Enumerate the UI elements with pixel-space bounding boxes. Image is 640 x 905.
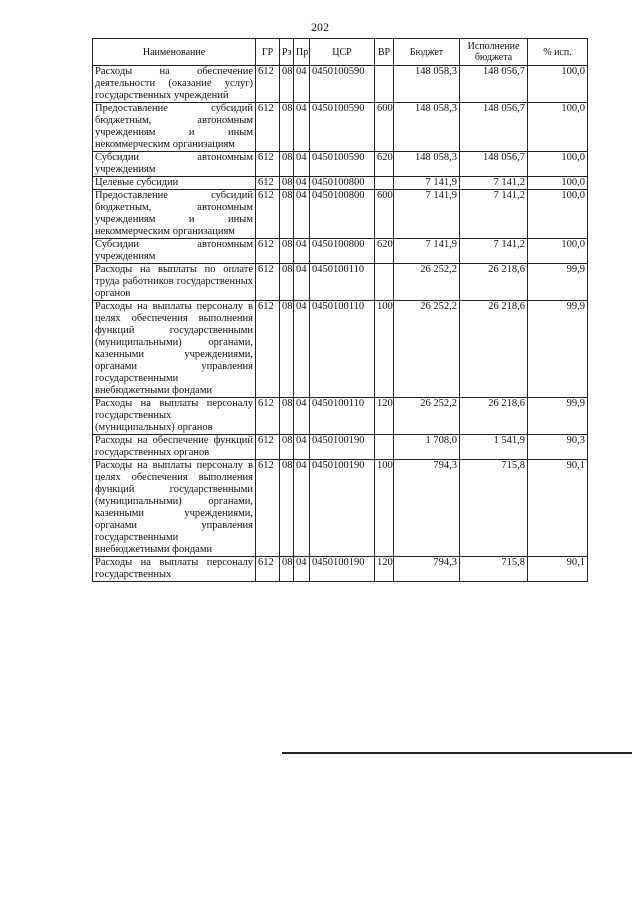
row-rz: 08 <box>280 239 294 264</box>
page-number: 202 <box>311 20 329 34</box>
row-budget: 26 252,2 <box>394 398 460 435</box>
row-pr: 04 <box>294 177 310 190</box>
table-row <box>93 103 588 152</box>
row-name: Целевые субсидии <box>93 177 256 190</box>
row-pr: 04 <box>294 103 310 152</box>
header-execution: Исполнение бюджета <box>460 39 528 66</box>
row-vr: 120 <box>375 557 394 582</box>
row-csr: 0450100590 <box>310 152 375 177</box>
row-rz: 08 <box>280 557 294 582</box>
table-row <box>93 557 588 582</box>
row-vr: 100 <box>375 301 394 398</box>
budget-table <box>92 38 588 582</box>
header-rz: Рз <box>280 39 294 66</box>
row-percent: 90,1 <box>528 460 588 557</box>
row-rz: 08 <box>280 66 294 103</box>
row-budget: 26 252,2 <box>394 264 460 301</box>
row-gr: 612 <box>256 66 280 103</box>
row-budget: 26 252,2 <box>394 301 460 398</box>
header-row <box>93 39 588 66</box>
row-name: Расходы на выплаты персоналу в целях обеспечения выполнения функций государственными (муниципальными) органами, казенными учреждениями, органами управления государственными внебюджетными фондами <box>93 301 256 398</box>
row-execution: 26 218,6 <box>460 301 528 398</box>
row-pr: 04 <box>294 66 310 103</box>
row-percent: 99,9 <box>528 301 588 398</box>
row-name: Расходы на выплаты персоналу государственных <box>93 557 256 582</box>
row-budget: 7 141,9 <box>394 177 460 190</box>
row-budget: 148 058,3 <box>394 66 460 103</box>
row-csr: 0450100190 <box>310 460 375 557</box>
row-execution: 7 141,2 <box>460 177 528 190</box>
row-name: Субсидии автономным учреждениям <box>93 152 256 177</box>
row-execution: 26 218,6 <box>460 398 528 435</box>
row-percent: 100,0 <box>528 66 588 103</box>
row-percent: 100,0 <box>528 239 588 264</box>
row-execution: 715,8 <box>460 460 528 557</box>
row-percent: 100,0 <box>528 190 588 239</box>
row-csr: 0450100190 <box>310 557 375 582</box>
row-rz: 08 <box>280 301 294 398</box>
row-budget: 1 708,0 <box>394 435 460 460</box>
header-budget: Бюджет <box>394 39 460 66</box>
row-rz: 08 <box>280 264 294 301</box>
row-csr: 0450100590 <box>310 66 375 103</box>
row-percent: 99,9 <box>528 398 588 435</box>
row-rz: 08 <box>280 103 294 152</box>
row-gr: 612 <box>256 460 280 557</box>
row-gr: 612 <box>256 177 280 190</box>
row-pr: 04 <box>294 435 310 460</box>
header-vr: ВР <box>375 39 394 66</box>
row-budget: 794,3 <box>394 460 460 557</box>
row-budget: 148 058,3 <box>394 152 460 177</box>
row-gr: 612 <box>256 239 280 264</box>
table-row <box>93 239 588 264</box>
row-rz: 08 <box>280 398 294 435</box>
table-row <box>93 435 588 460</box>
row-percent: 99,9 <box>528 264 588 301</box>
row-name: Расходы на выплаты по оплате труда работников государственных органов <box>93 264 256 301</box>
row-budget: 794,3 <box>394 557 460 582</box>
row-name: Субсидии автономным учреждениям <box>93 239 256 264</box>
row-gr: 612 <box>256 398 280 435</box>
row-name: Расходы на обеспечение функций государственных органов <box>93 435 256 460</box>
row-pr: 04 <box>294 557 310 582</box>
row-vr <box>375 177 394 190</box>
row-csr: 0450100110 <box>310 301 375 398</box>
table-row <box>93 152 588 177</box>
table-row <box>93 177 588 190</box>
row-name: Расходы на обеспечение деятельности (оказание услуг) государственных учреждений <box>93 66 256 103</box>
header-gr: ГР <box>256 39 280 66</box>
header-percent: % исп. <box>528 39 588 66</box>
row-csr: 0450100110 <box>310 264 375 301</box>
header-csr: ЦСР <box>310 39 375 66</box>
table-row <box>93 190 588 239</box>
row-vr: 100 <box>375 460 394 557</box>
row-gr: 612 <box>256 152 280 177</box>
row-rz: 08 <box>280 177 294 190</box>
row-csr: 0450100800 <box>310 177 375 190</box>
table-row <box>93 460 588 557</box>
row-percent: 100,0 <box>528 152 588 177</box>
row-csr: 0450100110 <box>310 398 375 435</box>
row-execution: 7 141,2 <box>460 239 528 264</box>
row-vr <box>375 66 394 103</box>
row-gr: 612 <box>256 557 280 582</box>
row-gr: 612 <box>256 103 280 152</box>
row-budget: 7 141,9 <box>394 190 460 239</box>
row-execution: 1 541,9 <box>460 435 528 460</box>
table-row <box>93 264 588 301</box>
row-gr: 612 <box>256 190 280 239</box>
table-row <box>93 301 588 398</box>
row-rz: 08 <box>280 152 294 177</box>
row-pr: 04 <box>294 301 310 398</box>
row-vr <box>375 264 394 301</box>
row-percent: 100,0 <box>528 177 588 190</box>
row-vr: 120 <box>375 398 394 435</box>
row-vr: 600 <box>375 103 394 152</box>
row-name: Расходы на выплаты персоналу в целях обеспечения выполнения функций государственными (муниципальными) органами, казенными учреждениями, органами управления государственными внебюджетными фондами <box>93 460 256 557</box>
row-csr: 0450100800 <box>310 190 375 239</box>
header-pr: Пр <box>294 39 310 66</box>
row-pr: 04 <box>294 460 310 557</box>
row-gr: 612 <box>256 264 280 301</box>
table-row <box>93 398 588 435</box>
row-execution: 148 056,7 <box>460 103 528 152</box>
row-execution: 26 218,6 <box>460 264 528 301</box>
row-gr: 612 <box>256 435 280 460</box>
row-vr <box>375 435 394 460</box>
row-percent: 90,1 <box>528 557 588 582</box>
bottom-rule <box>282 752 632 754</box>
row-vr: 620 <box>375 239 394 264</box>
row-rz: 08 <box>280 190 294 239</box>
row-name: Расходы на выплаты персоналу государственных (муниципальных) органов <box>93 398 256 435</box>
row-csr: 0450100190 <box>310 435 375 460</box>
row-pr: 04 <box>294 239 310 264</box>
row-csr: 0450100590 <box>310 103 375 152</box>
row-gr: 612 <box>256 301 280 398</box>
row-execution: 715,8 <box>460 557 528 582</box>
row-rz: 08 <box>280 460 294 557</box>
row-vr: 620 <box>375 152 394 177</box>
row-pr: 04 <box>294 190 310 239</box>
row-csr: 0450100800 <box>310 239 375 264</box>
row-pr: 04 <box>294 264 310 301</box>
row-pr: 04 <box>294 152 310 177</box>
row-rz: 08 <box>280 435 294 460</box>
row-percent: 100,0 <box>528 103 588 152</box>
row-name: Предоставление субсидий бюджетным, автономным учреждениям и иным некоммерческим организациям <box>93 190 256 239</box>
table-row <box>93 66 588 103</box>
row-name: Предоставление субсидий бюджетным, автономным учреждениям и иным некоммерческим организациям <box>93 103 256 152</box>
row-budget: 7 141,9 <box>394 239 460 264</box>
row-vr: 600 <box>375 190 394 239</box>
row-execution: 7 141,2 <box>460 190 528 239</box>
row-pr: 04 <box>294 398 310 435</box>
row-percent: 90,3 <box>528 435 588 460</box>
row-execution: 148 056,7 <box>460 66 528 103</box>
header-name: Наименование <box>93 39 256 66</box>
row-budget: 148 058,3 <box>394 103 460 152</box>
row-execution: 148 056,7 <box>460 152 528 177</box>
